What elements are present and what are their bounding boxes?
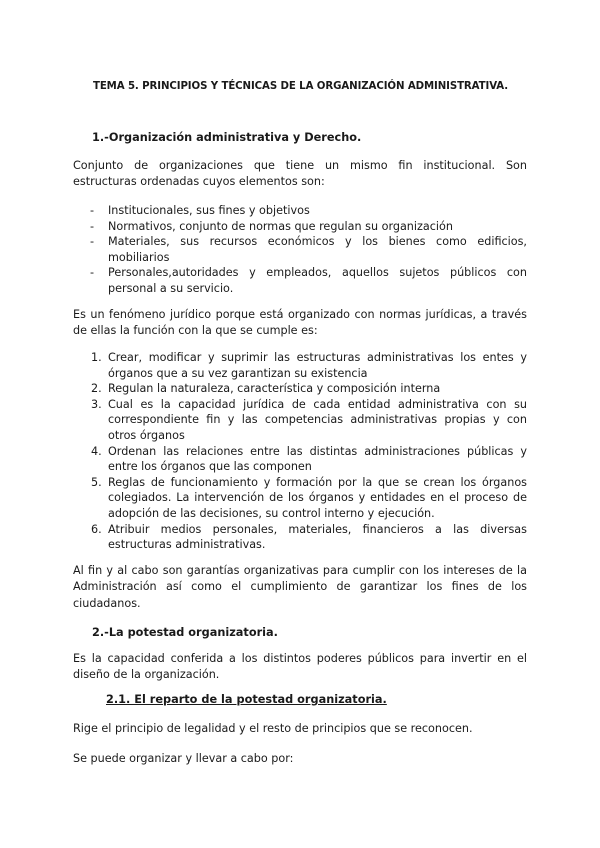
subsection-2-1-paragraph-2: Se puede organizar y llevar a cabo por:	[73, 752, 294, 765]
list-item-text: Personales,autoridades y empleados, aquellos sujetos públicos con personal a su servicio.	[108, 266, 527, 295]
subsection-2-1-paragraph-1: Rige el principio de legalidad y el resto de principios que se reconocen.	[73, 722, 473, 735]
section-1-intro: Conjunto de organizaciones que tiene un mismo fin institucional. Son estructuras ordenadas cuyos elementos son:	[73, 159, 527, 189]
subsection-2-1-heading: 2.1. El reparto de la potestad organizatoria.	[106, 693, 387, 706]
section-2-intro: Es la capacidad conferida a los distintos poderes públicos para invertir en el diseño de la organización.	[73, 652, 527, 682]
list-item-text: Reglas de funcionamiento y formación por la que se crean los órganos colegiados. La intervención de los órganos y entidades en el proceso de adopción de las decisiones, su control interno y ejecución.	[108, 475, 527, 520]
list-item-text: Cual es la capacidad jurídica de cada entidad administrativa con su correspondiente fin y las competencias administrativas propias y con otros órganos	[108, 397, 527, 442]
bullet-marker: -	[90, 235, 95, 249]
list-item-text: Institucionales, sus fines y objetivos	[108, 204, 310, 217]
list-number: 4.	[91, 444, 102, 458]
list-item-text: Normativos, conjunto de normas que regulan su organización	[108, 219, 453, 233]
list-item	[73, 265, 527, 296]
bullet-marker: -	[90, 219, 95, 233]
section-2-heading: 2.-La potestad organizatoria.	[92, 626, 278, 639]
list-item-text: Materiales, sus recursos económicos y los bienes como edificios, mobiliarios	[108, 235, 527, 264]
list-item	[73, 475, 527, 522]
list-number: 5.	[91, 475, 102, 489]
list-item-text: Regulan la naturaleza, característica y composición interna	[108, 382, 441, 396]
bullet-marker: -	[90, 266, 95, 280]
list-item	[73, 381, 527, 397]
list-item	[73, 350, 527, 381]
section-1-conclusion: Al fin y al cabo son garantías organizativas para cumplir con los intereses de la Administración así como el cumplimiento de garantizar los fines de los ciudadanos.	[73, 564, 527, 610]
list-number: 2.	[91, 382, 102, 396]
section-1-legal-intro: Es un fenómeno jurídico porque está organizado con normas jurídicas, a través de ellas la función con la que se cumple es:	[73, 308, 527, 338]
bullet-marker: -	[90, 204, 95, 217]
list-number: 6.	[91, 522, 102, 536]
list-item	[73, 522, 527, 553]
list-item	[73, 397, 527, 444]
list-item	[73, 203, 527, 219]
document-title: TEMA 5. PRINCIPIOS Y TÉCNICAS DE LA ORGANIZACIÓN ADMINISTRATIVA.	[92, 81, 509, 92]
list-number: 3.	[91, 397, 102, 411]
elements-list	[73, 203, 527, 297]
list-item	[73, 234, 527, 265]
functions-list	[73, 350, 527, 553]
list-number: 1.	[91, 351, 102, 364]
list-item	[73, 219, 527, 235]
list-item-text: Crear, modificar y suprimir las estructuras administrativas los entes y órganos que a su vez garantizan su existencia	[108, 351, 527, 380]
list-item	[73, 444, 527, 475]
list-item-text: Atribuir medios personales, materiales, financieros a las diversas estructuras administrativas.	[108, 522, 527, 552]
list-item-text: Ordenan las relaciones entre las distintas administraciones públicas y entre los órganos que las componen	[108, 444, 527, 474]
section-1-heading: 1.-Organización administrativa y Derecho.	[92, 131, 362, 144]
